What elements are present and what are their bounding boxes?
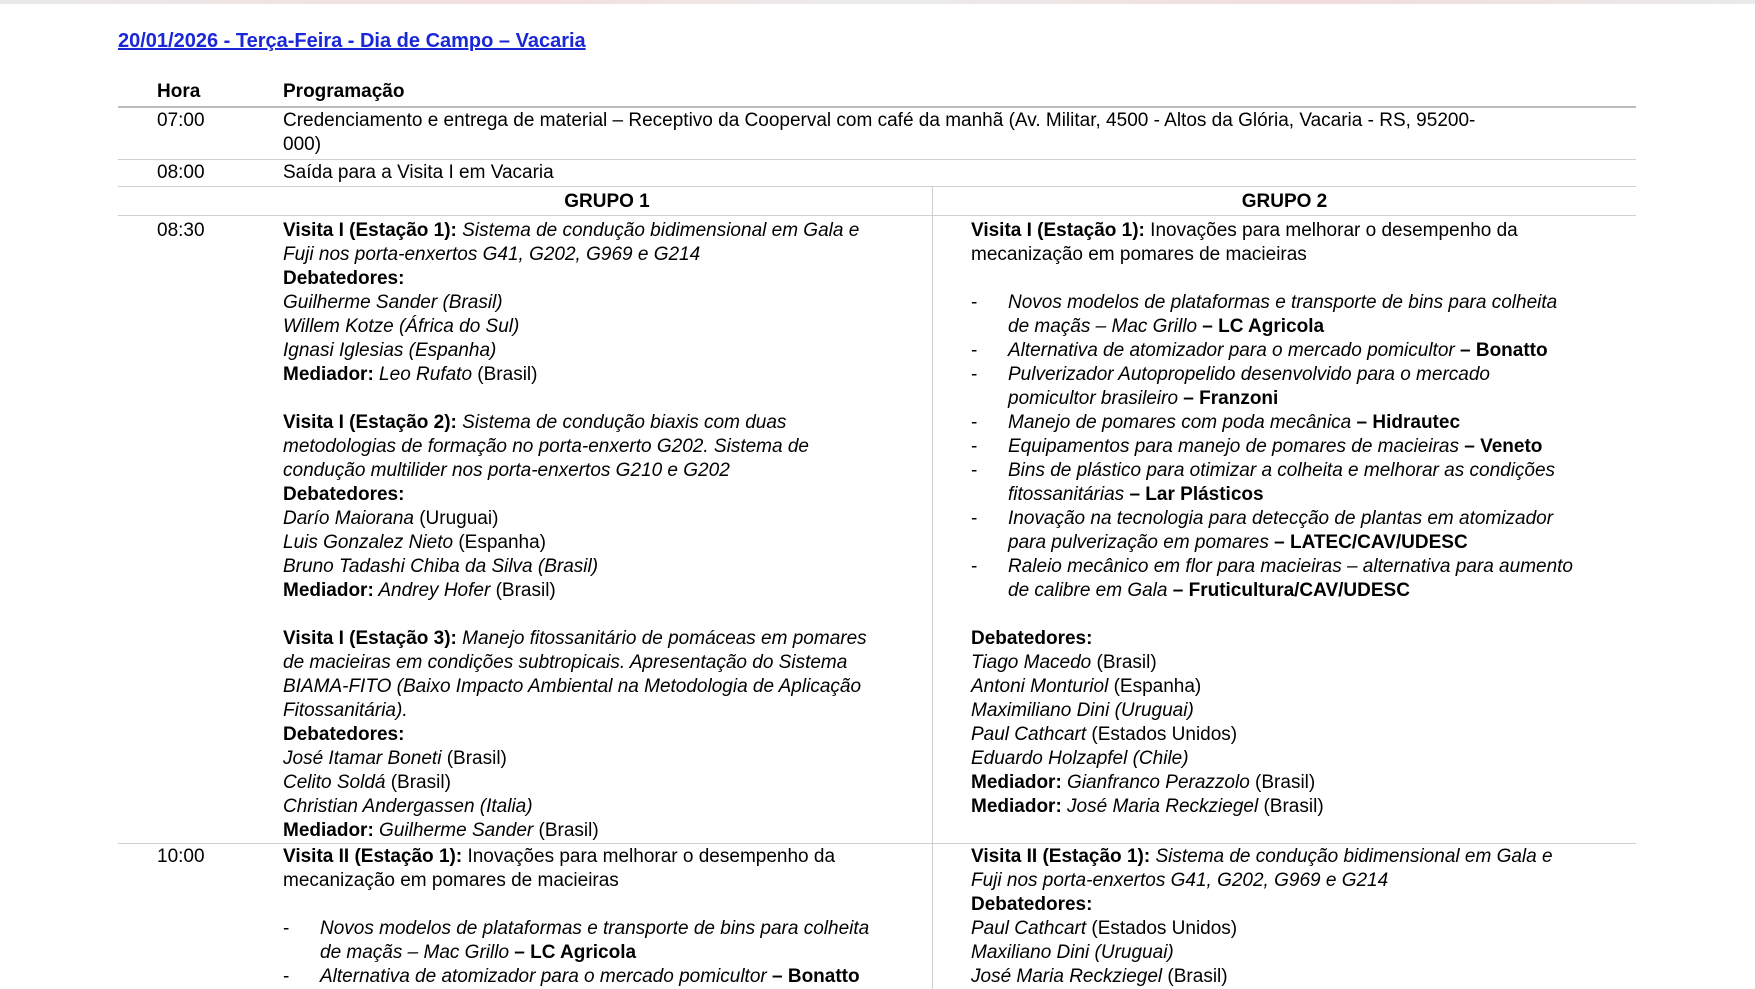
bullet-item-cont: de maçãs – Mac Grillo – LC Agricola [320, 942, 637, 963]
bullet-item: - Inovação na tecnologia para detecção de plantas em atomizador [971, 508, 1554, 529]
debater: Maximiliano Dini (Uruguai) [971, 700, 1194, 721]
station-1-title-line: Fuji nos porta-enxertos G41, G202, G969 e G214 [283, 244, 701, 265]
bullet-item: - Alternativa de atomizador para o mercado pomicultor – Bonatto [283, 966, 860, 987]
station-2-title-line: metodologias de formação no porta-enxerto G202. Sistema de [283, 436, 809, 457]
station-label: Visita I (Estação 2): [283, 412, 457, 433]
group-2-visit-1-column [971, 219, 1573, 819]
group-2-visit-2-column [971, 845, 1553, 989]
bullet-item: - Novos modelos de plataformas e transporte de bins para colheita [971, 292, 1558, 313]
station-label: Visita I (Estação 1): [971, 220, 1145, 241]
column-header-hora: Hora [157, 81, 201, 102]
row-time-0800: 08:00 [157, 162, 205, 183]
debater: Christian Andergassen (Italia) [283, 796, 533, 817]
row-divider [118, 843, 1636, 844]
bullet-item: - Alternativa de atomizador para o mercado pomicultor – Bonatto [971, 340, 1548, 361]
bullet-item: - Manejo de pomares com poda mecânica – Hidrautec [971, 412, 1461, 433]
debater: Bruno Tadashi Chiba da Silva (Brasil) [283, 556, 599, 577]
page-top-border [0, 0, 1755, 4]
group-column-divider [932, 187, 933, 989]
bullet-item-cont: de maçãs – Mac Grillo – LC Agricola [1008, 316, 1325, 337]
station-1-title-line: mecanização em pomares de macieiras [283, 870, 619, 891]
debater: Paul Cathcart (Estados Unidos) [971, 724, 1238, 745]
station-1-title-line: mecanização em pomares de macieiras [971, 244, 1307, 265]
debatedores-label: Debatedores: [283, 724, 405, 745]
station-1-title-line: Visita II (Estação 1): Inovações para melhorar o desempenho da [283, 846, 836, 867]
debatedores-label: Debatedores: [283, 484, 405, 505]
bullet-item-cont: de calibre em Gala – Fruticultura/CAV/UDESC [1008, 580, 1410, 601]
station-3-title-line: Visita I (Estação 3): Manejo fitossanitário de pomáceas em pomares [283, 628, 867, 649]
station-3-title-line: BIAMA-FITO (Baixo Impacto Ambiental na Metodologia de Aplicação [283, 676, 862, 697]
station-1-title-line: Visita I (Estação 1): Inovações para melhorar o desempenho da [971, 220, 1518, 241]
debatedores-label: Debatedores: [971, 628, 1093, 649]
station-1-title-line: Visita II (Estação 1): Sistema de condução bidimensional em Gala e [971, 846, 1553, 867]
row-divider [118, 159, 1636, 160]
column-header-programacao: Programação [283, 81, 405, 102]
slot-time-0830: 08:30 [157, 220, 205, 241]
group-2-header: GRUPO 2 [1241, 191, 1328, 212]
station-3-title-line: Fitossanitária). [283, 700, 408, 721]
station-label: Visita II (Estação 1): [971, 846, 1151, 867]
debater: Tiago Macedo (Brasil) [971, 652, 1157, 673]
row-text-0800: Saída para a Visita I em Vacaria [283, 162, 554, 183]
mediator: Mediador: José Maria Reckziegel (Brasil) [971, 796, 1324, 817]
mediator: Mediador: Gianfranco Perazzolo (Brasil) [971, 772, 1316, 793]
station-2-title-line: Visita I (Estação 2): Sistema de condução biaxis com duas [283, 412, 787, 433]
row-divider [118, 215, 1636, 216]
station-label: Visita II (Estação 1): [283, 846, 463, 867]
debatedores-label: Debatedores: [283, 268, 405, 289]
debater: Ignasi Iglesias (Espanha) [283, 340, 497, 361]
mediator: Mediador: Leo Rufato (Brasil) [283, 364, 538, 385]
debater: José Maria Reckziegel (Brasil) [971, 966, 1228, 987]
debater: Paul Cathcart (Estados Unidos) [971, 918, 1238, 939]
mediator: Mediador: Andrey Hofer (Brasil) [283, 580, 556, 601]
debater: Celito Soldá (Brasil) [283, 772, 451, 793]
mediator: Mediador: Guilherme Sander (Brasil) [283, 820, 599, 841]
debatedores-label: Debatedores: [971, 894, 1093, 915]
bullet-item: - Pulverizador Autopropelido desenvolvido para o mercado [971, 364, 1490, 385]
group-1-header: GRUPO 1 [564, 191, 650, 212]
debater: Willem Kotze (África do Sul) [283, 316, 520, 337]
station-label: Visita I (Estação 1): [283, 220, 457, 241]
bullet-item-cont: fitossanitárias – Lar Plásticos [1008, 484, 1264, 505]
debater: Guilherme Sander (Brasil) [283, 292, 503, 313]
bullet-item-cont: pomicultor brasileiro – Franzoni [1008, 388, 1279, 409]
bullet-item: - Bins de plástico para otimizar a colheita e melhorar as condições [971, 460, 1556, 481]
debater: Darío Maiorana (Uruguai) [283, 508, 499, 529]
debater: Antoni Monturiol (Espanha) [971, 676, 1202, 697]
station-3-title-line: de macieiras em condições subtropicais. Apresentação do Sistema [283, 652, 848, 673]
bullet-item: - Novos modelos de plataformas e transporte de bins para colheita [283, 918, 870, 939]
station-1-title-line: Fuji nos porta-enxertos G41, G202, G969 e G214 [971, 870, 1389, 891]
station-2-title-line: condução multilider nos porta-enxertos G210 e G202 [283, 460, 730, 481]
bullet-item: - Equipamentos para manejo de pomares de macieiras – Veneto [971, 436, 1543, 457]
header-divider [118, 106, 1636, 108]
debater: Eduardo Holzapfel (Chile) [971, 748, 1189, 769]
station-label: Visita I (Estação 3): [283, 628, 457, 649]
page-title[interactable]: 20/01/2026 - Terça-Feira - Dia de Campo – Vacaria [118, 30, 586, 52]
debater: Maxiliano Dini (Uruguai) [971, 942, 1174, 963]
row-text-0700-line1: Credenciamento e entrega de material – Receptivo da Cooperval com café da manhã (Av. Militar, 4500 - Altos da Glória, Vacaria - RS, 95200- [283, 110, 1476, 131]
row-time-0700: 07:00 [157, 110, 205, 131]
bullet-item: - Raleio mecânico em flor para macieiras – alternativa para aumento [971, 556, 1573, 577]
group-1-visit-2-column [283, 845, 869, 989]
row-divider [118, 186, 1636, 187]
slot-time-1000: 10:00 [157, 846, 205, 867]
bullet-item-cont: para pulverização em pomares – LATEC/CAV/UDESC [1008, 532, 1468, 553]
row-text-0700-line2: 000) [283, 134, 322, 155]
debater: José Itamar Boneti (Brasil) [283, 748, 507, 769]
group-1-visit-1-column [283, 219, 867, 843]
debater: Luis Gonzalez Nieto (Espanha) [283, 532, 546, 553]
station-1-title-line: Visita I (Estação 1): Sistema de condução bidimensional em Gala e [283, 220, 860, 241]
